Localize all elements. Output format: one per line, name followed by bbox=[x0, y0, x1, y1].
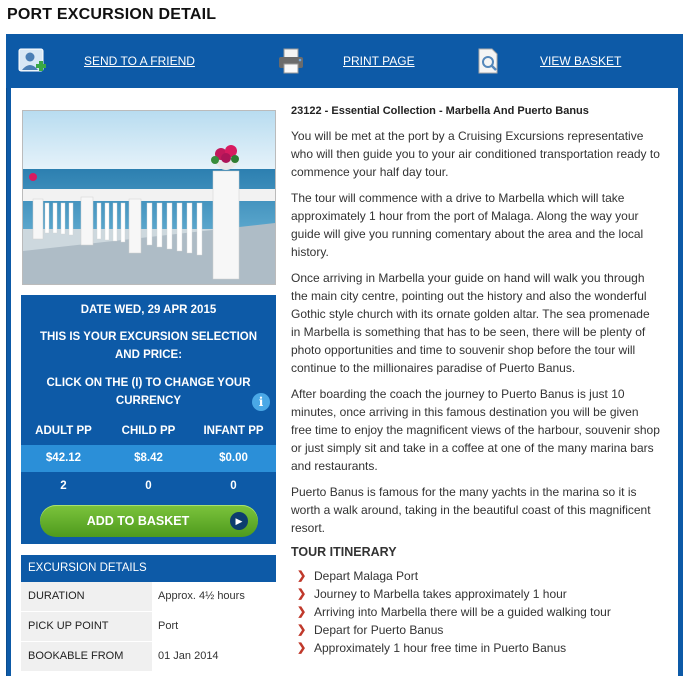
description-paragraph: After boarding the coach the journey to Puerto Banus is just 10 minutes, once arriving in this famous destination you will be given free time to enjoy the magnificent views of the harbour, souvenir shop or just simply sit and take in a coffee at one of the many marina bars and restaurants. bbox=[291, 387, 660, 473]
add-to-basket-label: ADD TO BASKET bbox=[86, 514, 190, 528]
price-header-row bbox=[21, 422, 276, 444]
child-header: CHILD PP bbox=[121, 425, 176, 437]
details-row bbox=[21, 642, 276, 672]
description-paragraph: You will be met at the port by a Cruising Excursions representative who will then guide you to your air conditioned transportation ready to commence your half day tour. bbox=[291, 129, 660, 179]
child-quantity[interactable]: 0 bbox=[145, 480, 152, 492]
quantity-row bbox=[21, 476, 276, 496]
description-paragraph: Once arriving in Marbella your guide on hand will walk you through the main city centre, pointing out the history and also the wonderful Gothic style church with its ornate golden altar. The sea promenade in Marbella is something that has to be seen, there will be plenty of photo opportunities and time to souvenir shop before the tour will continue to the millionaires paradise of Puerto Banus. bbox=[291, 271, 650, 375]
excursion-photo bbox=[22, 110, 276, 285]
details-value: 01 Jan 2014 bbox=[153, 642, 276, 671]
itinerary-text: Depart Malaga Port bbox=[314, 569, 419, 583]
itinerary-item bbox=[291, 585, 661, 603]
infant-price: $0.00 bbox=[219, 452, 248, 464]
chevron-right-icon: ❯ bbox=[297, 624, 307, 636]
details-label: DURATION bbox=[21, 582, 152, 611]
adult-quantity[interactable]: 2 bbox=[60, 480, 67, 492]
itinerary-item bbox=[291, 621, 661, 639]
itinerary-item bbox=[291, 639, 661, 657]
adult-header: ADULT PP bbox=[35, 425, 92, 437]
chevron-right-icon: ❯ bbox=[297, 588, 307, 600]
excursion-description bbox=[291, 104, 661, 657]
view-basket-link[interactable]: VIEW BASKET bbox=[540, 54, 622, 68]
itinerary-text: Arriving into Marbella there will be a guided walking tour bbox=[314, 605, 611, 619]
send-to-friend-icon[interactable] bbox=[17, 46, 47, 76]
chevron-right-icon: ❯ bbox=[297, 570, 307, 582]
view-basket-tool[interactable] bbox=[473, 34, 503, 88]
itinerary-item bbox=[291, 567, 661, 585]
magnifier-document-icon[interactable] bbox=[473, 46, 503, 76]
details-row bbox=[21, 612, 276, 642]
details-label: PICK UP POINT bbox=[21, 612, 152, 641]
infant-quantity[interactable]: 0 bbox=[230, 480, 237, 492]
play-arrow-icon: ▶ bbox=[230, 512, 248, 530]
currency-instruction: CLICK ON THE (I) TO CHANGE YOUR CURRENCY bbox=[46, 377, 251, 407]
details-row bbox=[21, 582, 276, 612]
chevron-right-icon: ❯ bbox=[297, 642, 307, 654]
adult-price: $42.12 bbox=[45, 452, 82, 464]
selection-text: THIS IS YOUR EXCURSION SELECTION AND PRICE: bbox=[39, 331, 258, 361]
excursion-date: DATE WED, 29 APR 2015 bbox=[80, 304, 217, 316]
itinerary-text: Approximately 1 hour free time in Puerto Banus bbox=[314, 641, 567, 655]
infant-header: INFANT PP bbox=[203, 425, 264, 437]
details-label: BOOKABLE FROM bbox=[21, 642, 152, 671]
itinerary-item bbox=[291, 603, 661, 621]
send-to-friend-tool[interactable] bbox=[17, 34, 47, 88]
printer-icon[interactable] bbox=[276, 46, 306, 76]
description-paragraph: The tour will commence with a drive to Marbella which will take approximately 1 hour from the port of Malaga. Along the way your guide will give you running comentary about the area and the local history. bbox=[291, 191, 644, 259]
itinerary-heading: TOUR ITINERARY bbox=[291, 545, 397, 559]
excursion-title: 23122 - Essential Collection - Marbella And Puerto Banus bbox=[291, 105, 589, 117]
description-paragraph: Puerto Banus is famous for the many yachts in the marina so it is worth a walk around, taking in the beautiful coast of this magnificent resort. bbox=[291, 485, 651, 535]
action-toolbar bbox=[6, 34, 682, 88]
details-value: Port bbox=[153, 612, 276, 641]
details-heading: EXCURSION DETAILS bbox=[21, 555, 276, 582]
info-icon[interactable]: i bbox=[252, 393, 270, 411]
itinerary-text: Depart for Puerto Banus bbox=[314, 623, 444, 637]
itinerary-text: Journey to Marbella takes approximately 1 hour bbox=[314, 587, 567, 601]
print-page-tool[interactable] bbox=[276, 34, 306, 88]
page-title: PORT EXCURSION DETAIL bbox=[7, 6, 217, 23]
details-value: Approx. 4½ hours bbox=[153, 582, 276, 611]
send-to-friend-link[interactable]: SEND TO A FRIEND bbox=[84, 54, 195, 68]
print-page-link[interactable]: PRINT PAGE bbox=[343, 54, 415, 68]
chevron-right-icon: ❯ bbox=[297, 606, 307, 618]
excursion-details-table bbox=[21, 555, 276, 672]
child-price: $8.42 bbox=[134, 452, 163, 464]
add-to-basket-button[interactable] bbox=[40, 505, 258, 537]
price-row bbox=[21, 445, 276, 472]
